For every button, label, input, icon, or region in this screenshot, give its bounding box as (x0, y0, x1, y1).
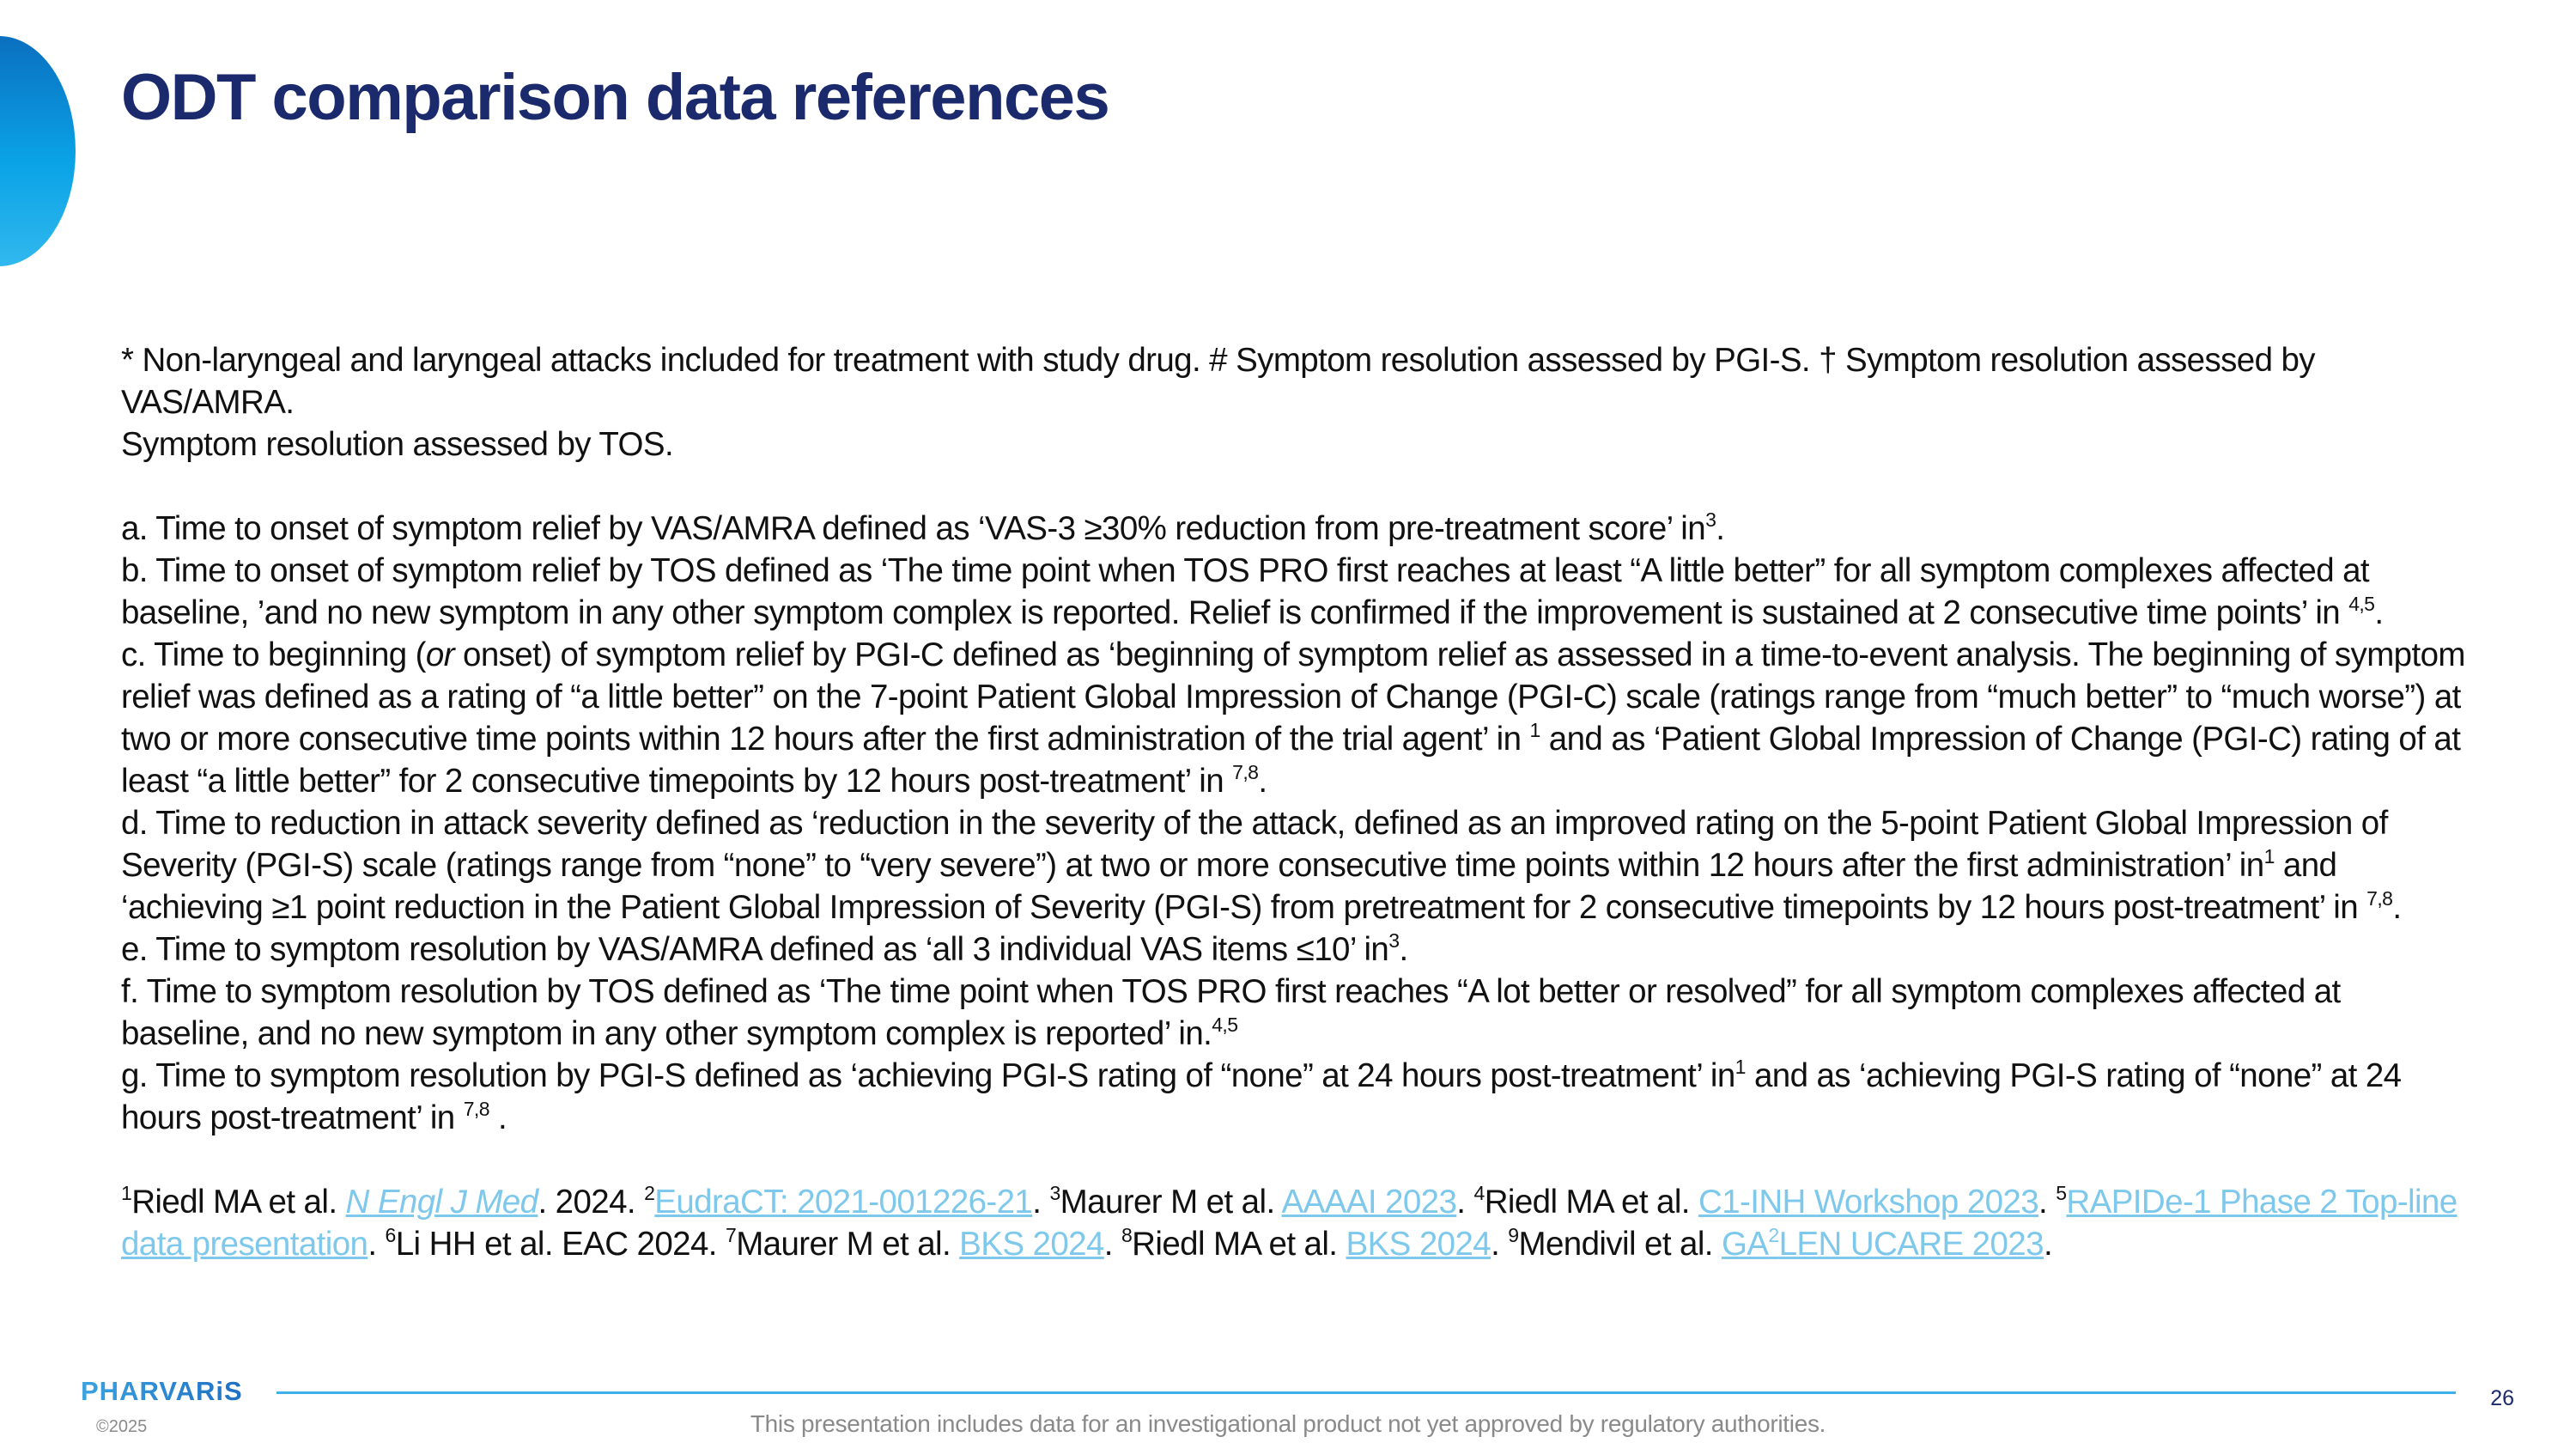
footnotes-block (121, 339, 2474, 1265)
footnote-b: b. Time to onset of symptom relief by TOS defined as ‘The time point when TOS PRO first reaches at least “A little better” for all symptom complexes affected at baseline, ’and no new symptom in any other symptom complex is reported. Relief is confirmed if the improvement is sustained at 2 consecutive time points’ in $^{4,5}$. (121, 552, 2384, 631)
reference-link-rapide1[interactable]: RAPIDe-1 Phase 2 Top-line data presentation (121, 1184, 2458, 1263)
footnote-d: d. Time to reduction in attack severity defined as ‘reduction in the severity of the attack, defined as an improved rating on the 5-point Patient Global Impression of Severity (PGI-S) scale (ratings range from “none” to “very severe”) at two or more consecutive time points within 12 hours after the first administration’ $in^1$ and ‘achieving ≥1 point reduction in the Patient Global Impression of Severity (PGI-S) from pretreatment for 2 consecutive timepoints by 12 hours post-treatment’ in $^{7,8}$. (121, 805, 2402, 926)
corner-accent-shape (0, 36, 76, 266)
regulatory-disclaimer: This presentation includes data for an investigational product not yet approved by regulatory authorities. (750, 1410, 1826, 1437)
reference-link-ga2len[interactable]: $GA^2LEN$ UCARE 2023 (1721, 1224, 2044, 1263)
reference-link-aaaai[interactable]: AAAAI 2023 (1281, 1184, 1457, 1221)
copyright-text: ©2025 (96, 1417, 148, 1436)
footnote-c: c. Time to beginning (or onset) of symptom relief by PGI-C defined as ‘beginning of symptom relief as assessed in a time-to-event analysis. The beginning of symptom relief was defined as a rating of “a little better” on the 7-point Patient Global Impression of Change (PGI-C) scale (ratings range from “much better” to “much worse”) at two or more consecutive time points within 12 hours after the first administration of the trial agent’ in $^1$ and as ‘Patient Global Impression of Change (PGI-C) rating of at least “a little better” for 2 consecutive timepoints by 12 hours post-treatment’ in $^{7,8}$. (121, 636, 2465, 800)
reference-link-bks-riedl[interactable]: BKS 2024 (1346, 1226, 1492, 1263)
footnote-g: g. Time to symptom resolution by PGI-S defined as ‘achieving PGI-S rating of “none” at 24 hours post-treatment’ $in^1$ and as ‘achieving PGI-S rating of “none” at 24 hours post-treatment’ in $^{7,8}$ . (121, 1056, 2402, 1136)
symbol-legend: * Non-laryngeal and laryngeal attacks included for treatment with study drug. # Symptom resolution assessed by PGI-S. † Symptom resolution assessed by VAS/AMRA. Symptom resolution assessed by TOS. (121, 342, 2315, 463)
pharvaris-logo: PHARVARiS (81, 1376, 243, 1406)
reference-link-c1inh-workshop[interactable]: C1-INH Workshop 2023 (1698, 1184, 2039, 1221)
footnote-f: f. Time to symptom resolution by TOS defined as ‘The time point when TOS PRO first reaches “A lot better or resolved” for all symptom complexes affected at baseline, and no new symptom in any other symptom complex is reported’ in.$^{4,5}$ (121, 973, 2341, 1052)
page-number: 26 (2490, 1386, 2514, 1410)
footer-divider (276, 1391, 2456, 1394)
footnote-a: a. Time to onset of symptom relief by VAS/AMRA defined as ‘VAS-3 ≥30% reduction from pre-treatment score’ $in^3$. (121, 508, 1725, 547)
references-list: $^1$Riedl MA et al. N Engl J Med. 2024. $^2$EudraCT: 2021-001226-21. $^3$Maurer M et al. AAAAI 2023. $^4$Riedl MA et al. C1-INH Workshop 2023. $^5$RAPIDe-1 Phase 2 Top-line data presentation. $^6$Li HH et al. EAC 2024. $^7$Maurer M et al. BKS 2024. $^8$Riedl MA et al. BKS 2024. $^9$Mendivil et al. $GA^2LEN$ UCARE 2023. (121, 1182, 2458, 1263)
page-title: ODT comparison data references (121, 61, 1109, 134)
reference-link-nejm[interactable]: N Engl J Med (345, 1184, 538, 1221)
reference-link-bks-maurer[interactable]: BKS 2024 (959, 1226, 1104, 1263)
reference-link-eudract[interactable]: EudraCT: 2021-001226-21 (654, 1184, 1033, 1221)
footnote-e: e. Time to symptom resolution by VAS/AMRA defined as ‘all 3 individual VAS items ≤10’ $in^3$. (121, 929, 1408, 968)
